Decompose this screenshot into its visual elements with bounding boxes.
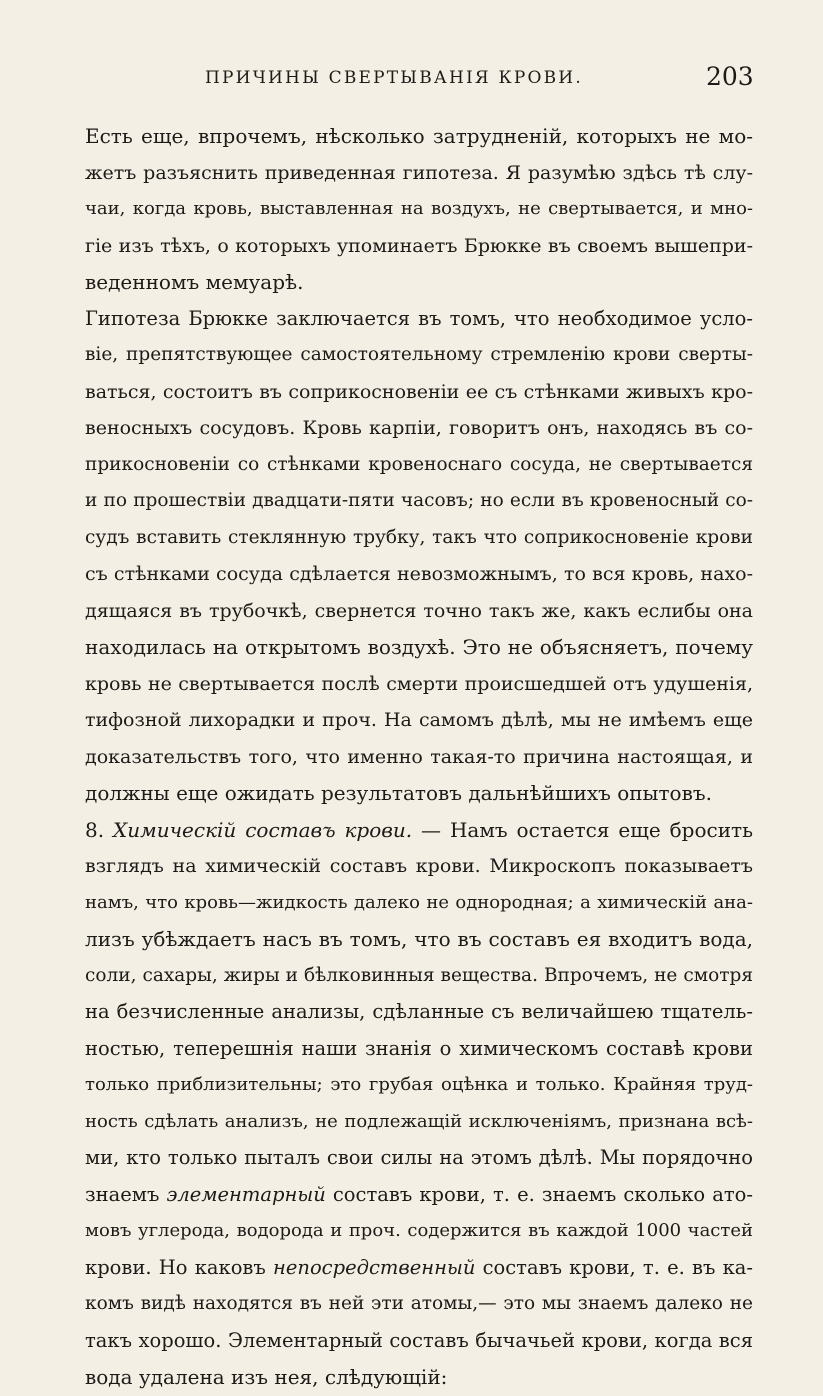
text-run: — Намъ остается еще бросить bbox=[412, 817, 753, 842]
text-line bbox=[85, 812, 753, 849]
text-line: соли, сахары, жиры и бѣлковинныя вещества. Впрочемъ, не смотря bbox=[85, 964, 753, 986]
text-line: и по прошествіи двадцати-пяти часовъ; но если въ кровеносный со- bbox=[85, 490, 753, 511]
text-line: тифозной лихорадки и проч. На самомъ дѣлѣ, мы не имѣемъ еще bbox=[85, 709, 753, 731]
body-text bbox=[85, 118, 753, 1396]
text-run: знаемъ bbox=[85, 1182, 167, 1206]
text-line: дящаяся въ трубочкѣ, свернется точно такъ же, какъ еслибы она bbox=[85, 599, 753, 622]
text-line: мовъ углерода, водорода и проч. содержится въ каждой 1000 частей bbox=[85, 1220, 753, 1241]
text-line: ми, кто только пыталъ свои силы на этомъ дѣлѣ. Мы порядочно bbox=[85, 1146, 753, 1169]
text-line: веденномъ мемуарѣ. bbox=[85, 270, 304, 294]
text-line: віе, препятствующее самостоятельному стремленію крови сверты- bbox=[85, 344, 753, 365]
text-line: лизъ убѣждаетъ насъ въ томъ, что въ составъ ея входитъ вода, bbox=[85, 927, 753, 951]
text-line: чаи, когда кровь, выставленная на воздухъ, не свертывается, и мно- bbox=[85, 198, 753, 219]
text-line: доказательствъ того, что именно такая-то причина настоящая, и bbox=[85, 745, 753, 768]
text-line: такъ хорошо. Элементарный составъ бычачьей крови, когда вся bbox=[85, 1328, 753, 1352]
section-number: 8. bbox=[85, 817, 114, 842]
emphasis: непосредственный bbox=[273, 1255, 476, 1279]
text-line: ность сдѣлать анализъ, не подлежащій исключеніямъ, признана всѣ- bbox=[85, 1110, 753, 1132]
text-line: гіе изъ тѣхъ, о которыхъ упоминаетъ Брюкке въ своемъ вышепри- bbox=[85, 234, 753, 257]
text-line: кровь не свертывается послѣ смерти происшедшей отъ удушенія, bbox=[85, 672, 753, 695]
text-run: крови. Но каковъ bbox=[85, 1255, 273, 1279]
text-run: составъ крови, т. е. знаемъ сколько ато- bbox=[325, 1182, 753, 1206]
text-line: комъ видѣ находятся въ ней эти атомы,— это мы знаемъ далеко не bbox=[85, 1293, 753, 1314]
text-line: Есть еще, впрочемъ, нѣсколько затрудненій, которыхъ не мо- bbox=[85, 124, 753, 148]
text-line: жетъ разъяснить приведенная гипотеза. Я разумѣю здѣсь тѣ слу- bbox=[85, 161, 753, 184]
text-line: вода удалена изъ нея, слѣдующій: bbox=[85, 1365, 448, 1389]
running-title: ПРИЧИНЫ СВЕРТЫВАНІЯ КРОВИ. bbox=[205, 68, 583, 88]
text-line: ностью, теперешнія наши знанія о химическомъ составѣ крови bbox=[85, 1036, 753, 1060]
text-line bbox=[85, 1177, 753, 1214]
text-line: только приблизительны; это грубая оцѣнка и только. Крайняя труд- bbox=[85, 1074, 753, 1095]
text-line: ваться, состоитъ въ соприкосновеніи ее съ стѣнками живыхъ кро- bbox=[85, 380, 753, 403]
text-line: на безчисленные анализы, сдѣланные съ величайшею тщатель- bbox=[85, 1000, 753, 1023]
page-number: 203 bbox=[706, 62, 754, 91]
text-line: судъ вставить стеклянную трубку, такъ что соприкосновеніе крови bbox=[85, 526, 753, 548]
text-line: находилась на открытомъ воздухѣ. Это не объясняетъ, почему bbox=[85, 635, 753, 659]
text-line: должны еще ожидать результатовъ дальнѣйшихъ опытовъ. bbox=[85, 781, 712, 805]
text-line: веносныхъ сосудовъ. Кровь карпіи, говоритъ онъ, находясь въ со- bbox=[85, 417, 753, 439]
emphasis: элементарный bbox=[166, 1182, 326, 1206]
page-header bbox=[0, 62, 823, 96]
text-line: съ стѣнками сосуда сдѣлается невозможнымъ, то вся кровь, нахо- bbox=[85, 563, 753, 585]
text-line bbox=[85, 1250, 753, 1287]
text-run: составъ крови, т. е. въ ка- bbox=[475, 1255, 753, 1279]
text-line: намъ, что кровь—жидкость далеко не однородная; а химическій ана- bbox=[85, 891, 753, 913]
section-heading: Химическій составъ крови. bbox=[113, 817, 413, 842]
text-line: взглядъ на химическій составъ крови. Микроскопъ показываетъ bbox=[85, 855, 753, 877]
text-line: прикосновеніи со стѣнками кровеноснаго сосуда, не свертывается bbox=[85, 453, 753, 475]
text-line: Гипотеза Брюкке заключается въ томъ, что необходимое усло- bbox=[85, 306, 753, 330]
